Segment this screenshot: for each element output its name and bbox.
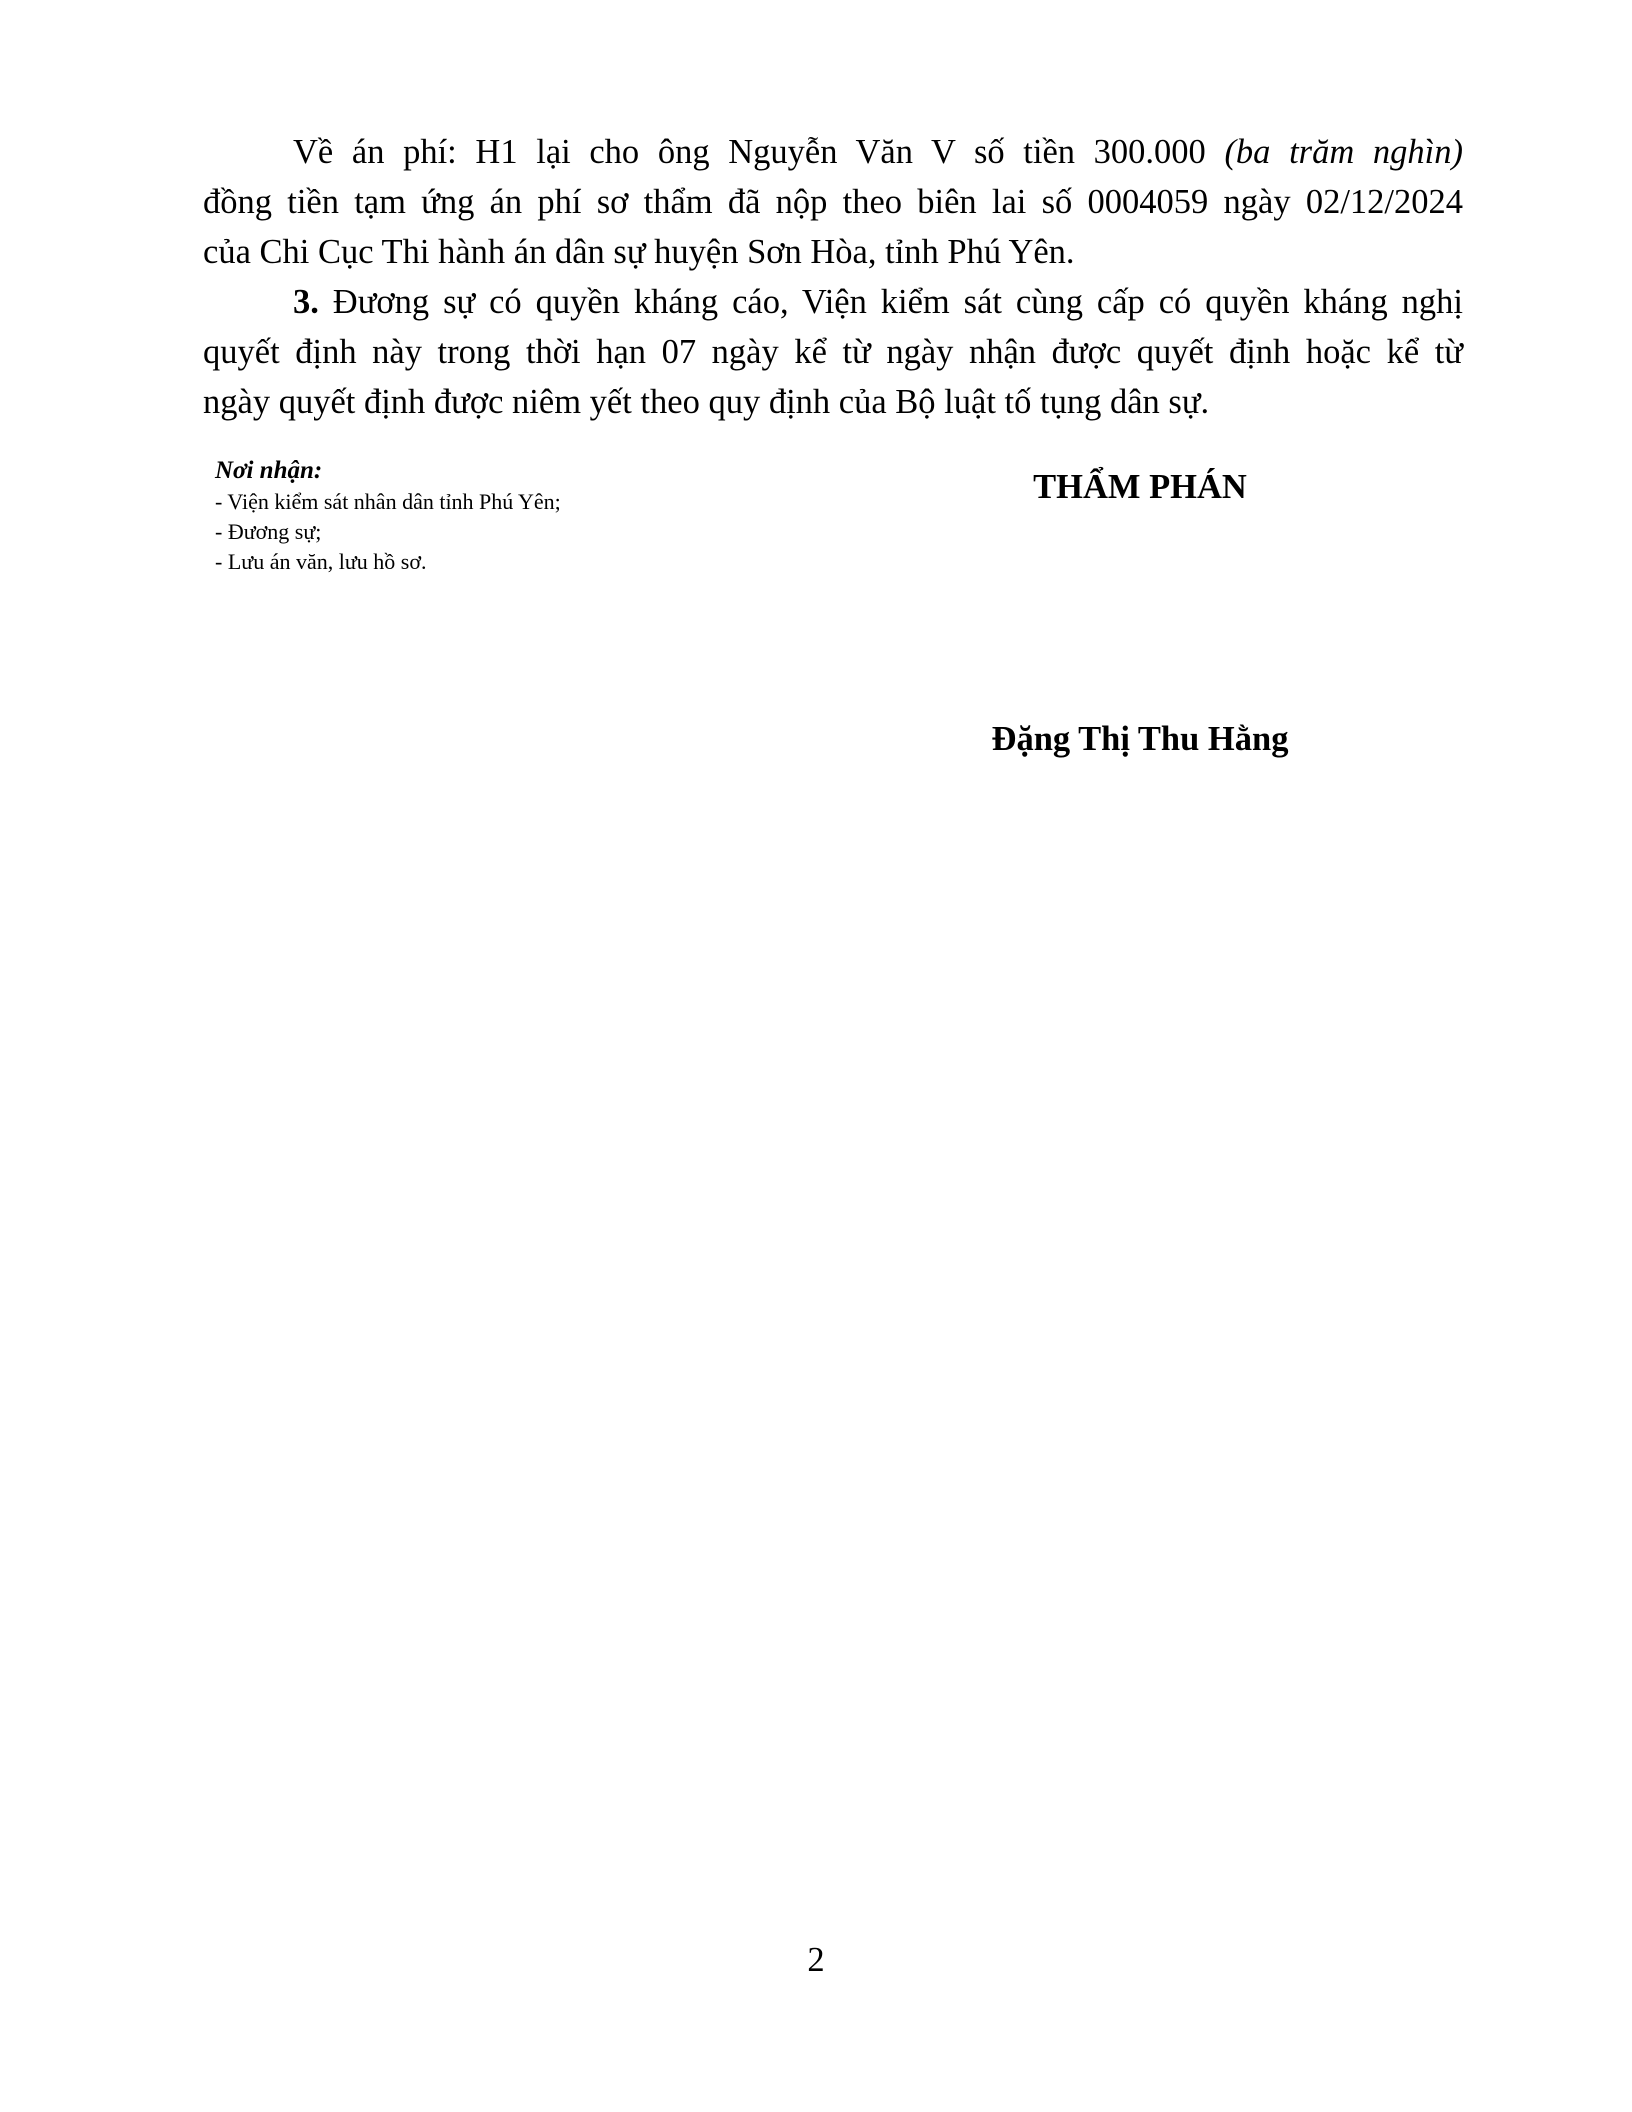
recipient-item: - Viện kiểm sát nhân dân tỉnh Phú Yên; <box>215 489 561 514</box>
appeal-line-2: quyết định này trong thời hạn 07 ngày kể từ ngày nhận được quyết định hoặc kể từ <box>203 333 1463 371</box>
paragraph-number: 3. <box>293 283 319 321</box>
recipients-title: Nơi nhận: <box>215 457 323 484</box>
recipient-item: - Lưu án văn, lưu hồ sơ. <box>215 549 427 574</box>
court-fee-line-1 <box>203 127 1463 177</box>
court-fee-line-3: của Chi Cục Thi hành án dân sự huyện Sơn Hòa, tỉnh Phú Yên. <box>203 233 1075 271</box>
appeal-line-3: ngày quyết định được niêm yết theo quy định của Bộ luật tố tụng dân sự. <box>203 383 1210 421</box>
signer-title: THẨM PHÁN <box>1033 468 1247 506</box>
court-fee-paragraph <box>203 127 1463 277</box>
recipient-item: - Đương sự; <box>215 519 322 544</box>
page-number: 2 <box>807 1941 825 1979</box>
amount-in-words: (ba trăm nghìn) <box>1224 133 1463 171</box>
court-fee-line-2: đồng tiền tạm ứng án phí sơ thẩm đã nộp theo biên lai số 0004059 ngày 02/12/2024 <box>203 183 1463 221</box>
signer-name: Đặng Thị Thu Hằng <box>991 720 1289 758</box>
appeal-line-1 <box>203 277 1463 327</box>
appeal-text: Đương sự có quyền kháng cáo, Viện kiểm sát cùng cấp có quyền kháng nghị <box>318 283 1463 321</box>
recipients-block <box>215 455 775 577</box>
court-fee-text: Về án phí: H1 lại cho ông Nguyễn Văn V số tiền 300.000 <box>293 133 1225 171</box>
appeal-rights-paragraph <box>203 277 1463 427</box>
